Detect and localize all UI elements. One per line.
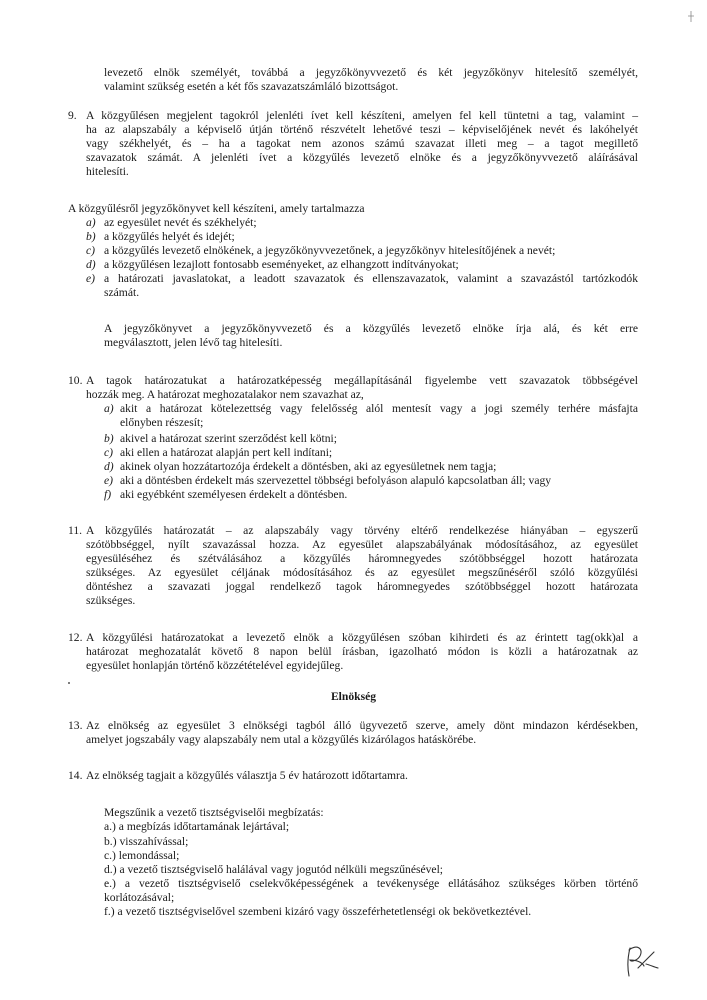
text-line: szótöbbséggel, nyílt szavazással hozza. Az egyesület alapszabályának módosításához, az egyesület [86, 538, 638, 551]
list-item: az egyesület nevét és székhelyét; [104, 216, 257, 229]
text-line: szavazatok számát. A jelenléti ívet a közgyűlés levezető elnöke és a jegyzőkönyvvezető aláírásával [86, 151, 638, 164]
section-heading: Elnökség [330, 690, 377, 703]
list-item: a közgyűlésen lezajlott fontosabb eseményeket, az elhangzott indítványokat; [104, 258, 459, 271]
section-number: 10. [68, 374, 83, 387]
list-marker: a) [104, 402, 114, 415]
handwritten-initials [618, 938, 664, 982]
list-marker: d) [86, 258, 96, 271]
section-number: 11. [68, 524, 83, 537]
list-marker: c) [86, 244, 96, 257]
list-item: aki a döntésben érdekelt más szervezettel többségi befolyáson alapuló kapcsolatban áll; vagy [120, 474, 552, 487]
text-line: amelyet jogszabály vagy alapszabály nem utal a közgyűlés kizárólagos hatáskörébe. [86, 733, 477, 746]
list-item: akit a határozat kötelezettség vagy felelősség alól mentesít vagy a jogi személy terhére másfajta [120, 402, 638, 415]
text-line: A közgyűlésről jegyzőkönyvet kell készíteni, amely tartalmazza [68, 202, 365, 215]
list-marker: c) [104, 446, 114, 459]
text-line: A jegyzőkönyvet a jegyzőkönyvvezető és a közgyűlés levezető elnöke írja alá, és két erre [104, 322, 638, 335]
text-line: egyesület honlapján történő közzétételével egyidejűleg. [86, 659, 344, 672]
text-line: megválasztott, jelen lévő tag hitelesíti. [104, 336, 283, 349]
section-number: 12. [68, 631, 83, 644]
list-marker: b) [104, 432, 114, 445]
list-item: akivel a határozat szerint szerződést kell kötni; [120, 432, 337, 445]
text-line: egyesüléséhez és szétválásához a közgyűlés háromnegyedes szótöbbséggel hozott határozata [86, 552, 638, 565]
text-line: ha az alapszabály a képviselő útján történő részvételt lehetővé teszi – képviselőjének nevét és lakóhelyét [86, 123, 638, 136]
text-line: hitelesíti. [86, 165, 129, 178]
list-item: b.) visszahívással; [104, 835, 189, 848]
section-number: 14. [68, 769, 83, 782]
text-line: levezető elnök személyét, továbbá a jegyzőkönyvvezető és két jegyzőkönyv hitelesítő személyét, [104, 66, 638, 79]
text-line: hozzák meg. A határozat meghozatalakor nem szavazhat az, [86, 388, 364, 401]
list-marker: a) [86, 216, 96, 229]
stray-dot [68, 682, 70, 684]
list-item: előnyben részesít; [120, 416, 204, 429]
corner-mark [686, 10, 696, 24]
text-line: A közgyűlésen megjelent tagokról jelenléti ívet kell készíteni, amelyen fel kell tüntetni a tag, valamint – [86, 109, 638, 122]
text-line: határozat meghozatalát követő 8 napon belül írásban, igazolható módon is közli a határozatnak az [86, 645, 638, 658]
list-item: aki ellen a határozat alapján pert kell indítani; [120, 446, 333, 459]
list-item: d.) a vezető tisztségviselő halálával vagy jogutód nélküli megszűnésével; [104, 863, 444, 876]
text-line: szükséges. [86, 594, 136, 607]
list-marker: b) [86, 230, 96, 243]
text-line: A közgyűlés határozatát – az alapszabály vagy törvény eltérő rendelkezése hiányában – egyszerű [86, 524, 638, 537]
text-line: valamint szükség esetén a két fős szavazatszámláló bizottságot. [104, 80, 399, 93]
text-line: döntéshez a szavazati joggal rendelkező tagok háromnegyedes szótöbbséggel hozott határozata [86, 580, 638, 593]
list-item: a.) a megbízás időtartamának lejártával; [104, 820, 290, 833]
text-line: A tagok határozatukat a határozatképesség megállapításánál figyelembe vett szavazatok többségével [86, 374, 638, 387]
list-item: a közgyűlés helyét és idejét; [104, 230, 235, 243]
text-line: szükséges. Az egyesület céljának módosításához és az egyesület megszűnéséről szóló közgyűlési [86, 566, 638, 579]
list-marker: d) [104, 460, 114, 473]
list-marker: f) [104, 488, 112, 501]
text-line: Megszűnik a vezető tisztségviselői megbízatás: [104, 806, 324, 819]
list-item: korlátozásával; [104, 891, 175, 904]
list-item: akinek olyan hozzátartozója érdekelt a döntésben, aki az egyesületnek nem tagja; [120, 460, 497, 473]
list-item: e.) a vezető tisztségviselő cselekvőképességének a tevékenysége ellátásához szükséges körben történő [104, 877, 638, 890]
text-line: A közgyűlési határozatokat a levezető elnök a közgyűlésen szóban kihirdeti és az érintett tag(okk)al a [86, 631, 638, 644]
list-item: c.) lemondással; [104, 849, 180, 862]
list-marker: e) [104, 474, 114, 487]
list-marker: e) [86, 272, 96, 285]
section-number: 9. [68, 109, 77, 122]
section-number: 13. [68, 719, 83, 732]
text-line: vagy székhelyét, és – ha a tagokat nem azonos számú szavazat illeti meg – a tagot megillető [86, 137, 638, 150]
list-item: a közgyűlés levezető elnökének, a jegyzőkönyvvezetőnek, a jegyzőkönyv hitelesítőjének a nevét; [104, 244, 556, 257]
list-item: számát. [104, 286, 140, 299]
text-line: Az elnökség az egyesület 3 elnökségi tagból álló ügyvezető szerve, amely dönt mindazon kérdésekben, [86, 719, 638, 732]
list-item: f.) a vezető tisztségviselővel szembeni kizáró vagy összeférhetetlenségi ok bekövetkeztével. [104, 905, 532, 918]
text-line: Az elnökség tagjait a közgyűlés választja 5 év határozott időtartamra. [86, 769, 408, 782]
list-item: a határozati javaslatokat, a leadott szavazatok és ellenszavazatok, valamint a szavazástól tartózkodók [104, 272, 638, 285]
list-item: aki egyébként személyesen érdekelt a döntésben. [120, 488, 348, 501]
